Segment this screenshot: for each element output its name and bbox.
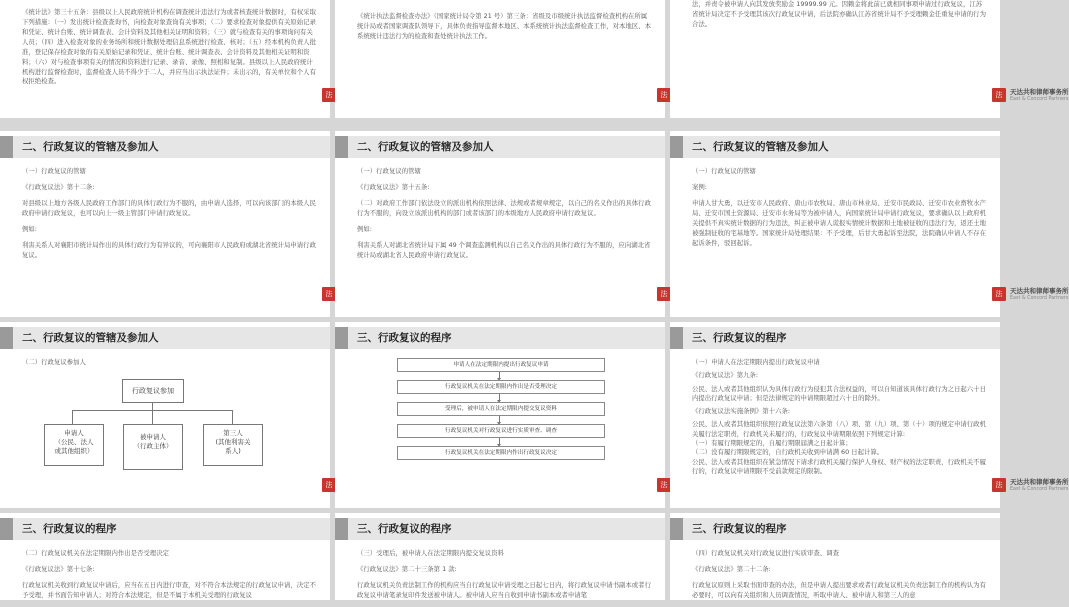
header-accent — [0, 518, 13, 540]
flow-arrow — [499, 394, 500, 401]
law-item: （二）没有履行期限规定的，自行政机关收到申请满 60 日起计算。 — [692, 448, 884, 457]
slide-body — [692, 358, 986, 476]
slide-header — [0, 136, 330, 158]
section-heading: （一）行政复议的管辖 — [22, 167, 86, 175]
law-citation: 《行政复议法》第十二条: — [22, 182, 95, 191]
firm-seal-icon: 法 — [992, 478, 1006, 492]
header-accent — [0, 327, 13, 349]
law-text: 公民、法人或者其他组织依照行政复议法第六条第（八）项、第（九）项、第（十）项的规定申请行政机关履行法定职责，行政机关未履行的，行政复议申请期限依照下列规定计算: — [692, 420, 986, 438]
example-text: 利害关系人对湖北省统计局下属 49 个调查监测机构以自己名义作出的具体行政行为不服的，应向湖北省统计局或湖北省人民政府申请行政复议。 — [357, 240, 651, 259]
slide-header — [670, 327, 1000, 349]
law-text: 对县级以上地方各级人民政府工作部门的具体行政行为不服的，由申请人选择，可以向该部门的本级人民政府申请行政复议，也可以向上一级主管部门申请行政复议。 — [22, 198, 316, 217]
law-text: 行政复议原则上采取书面审查的办法，但是申请人提出要求或者行政复议机关负责法制工作的机构认为有必要时，可以向有关组织和人员调查情况，听取申请人、被申请人和第三人的意 — [692, 580, 986, 599]
org-root-box — [122, 379, 184, 403]
slide-header — [670, 136, 1000, 158]
org-third-party-line1: 第三人 — [223, 429, 243, 437]
header-accent — [670, 518, 683, 540]
org-third-party-line3: 系人) — [225, 447, 241, 456]
section-heading: （一）行政复议的管辖 — [692, 167, 756, 175]
law-citation: 《行政复议法》第十五条: — [357, 182, 430, 191]
law-item: （一）有履行期限规定的，自履行期限届满之日起计算； — [692, 438, 852, 447]
flow-step-1: 申请人在法定期限内提出行政复议申请 — [397, 358, 605, 372]
law-text: 行政复议机关负责法制工作的机构应当自行政复议申请受理之日起七日内，将行政复议申请书副本或者行政复议申请笔录复印件发送被申请人。被申请人应当自收到申请书副本或者申请笔 — [357, 580, 651, 599]
slide-header — [0, 327, 330, 349]
slide-title: 二、行政复议的管辖及参加人 — [692, 141, 829, 153]
firm-seal-icon: 法 — [322, 478, 336, 492]
law-text: （二）对政府工作部门依法设立的派出机构依照法律、法规或者规章规定，以自己的名义作出的具体行政行为不服的，向设立该派出机构的部门或者该部门的本级地方人民政府申请行政复议。 — [357, 198, 651, 217]
example-label: 例如: — [357, 224, 372, 233]
slide-header — [335, 136, 665, 158]
slide-title: 二、行政复议的管辖及参加人 — [22, 332, 159, 344]
slide-jurisdiction-12[interactable] — [0, 131, 333, 317]
org-applicant-line1: 申请人 — [64, 429, 84, 437]
slide-title: 二、行政复议的管辖及参加人 — [357, 141, 494, 153]
law-citation: 《行政复议法》第二十二条: — [692, 564, 771, 573]
slide-text: 法，并责令被申请人向其发放奖励金 19999.99 元。因赖金将此前已就相同事项申请过行政复议，江苏省统计局决定不予受理其该次行政复议申请，后法院亦确认江苏省统计局不予受理赖金任重复申请的行为合法。 — [692, 0, 986, 28]
firm-name-en: East & Concord Partners — [1010, 487, 1069, 492]
law-citation: 《行政复议法》第十七条: — [22, 564, 95, 573]
slide-procedure-deadline[interactable] — [670, 322, 1069, 508]
org-connector — [152, 410, 153, 424]
slide-title: 二、行政复议的管辖及参加人 — [22, 141, 159, 153]
slide-body — [22, 358, 316, 374]
org-third-party-box — [203, 424, 263, 466]
firm-name: 天达共和律师事务所 — [1010, 478, 1069, 486]
slide-header — [335, 327, 665, 349]
slide-header — [0, 518, 330, 540]
org-respondent-line2: （行政主体） — [133, 442, 173, 451]
flow-arrow — [499, 416, 500, 423]
flow-arrow — [499, 372, 500, 379]
section-heading: （四）行政复议机关对行政复议进行实质审查、调查 — [692, 549, 839, 557]
slide-header — [335, 518, 665, 540]
slide-body — [692, 167, 986, 254]
slide-body — [22, 549, 316, 607]
slide-jurisdiction-15[interactable] — [335, 131, 668, 317]
law-text: 行政复议机关收到行政复议申请后，应当在五日内进行审查，对不符合本法规定的行政复议申请，决定不予受理，并书面告知申请人；对符合本法规定，但是不属于本机关受理的行政复议 — [22, 580, 316, 599]
case-text: 申请人甘大勇，以迁安市人民政府、唐山市农牧局、唐山市林业局、迁安市民政局、迁安市农业畜牧水产局、迁安市国土资源局、迁安市水务局等为被申请人，向国家统计局申请行政复议，要求确认以上政府机关提供不真实统计数据的行为违法，纠正被申请人谎报实情统计数据和土地被征收的违法行为，返还土地被强制征收的宅基地等。国家统计局处理结果：不予受理，后甘大勇起诉至法院，法院确认申请人不存在起诉条件，驳回起诉。 — [692, 198, 986, 247]
slide-procedure-flow[interactable] — [335, 322, 668, 508]
slide-title: 三、行政复议的程序 — [357, 332, 452, 344]
example-text: 利害关系人对襄阳市统计局作出的具体行政行为有异议的，可向襄阳市人民政府或湖北省统计局申请行政复议。 — [22, 240, 316, 259]
case-label: 案例: — [692, 182, 707, 191]
law-citation: 《行政复议法实施条例》第十六条: — [692, 407, 791, 416]
firm-seal-icon: 法 — [992, 287, 1006, 301]
slide-participants-chart[interactable] — [0, 322, 333, 508]
firm-seal-icon: 法 — [992, 88, 1006, 102]
slide-title: 三、行政复议的程序 — [357, 523, 452, 535]
flow-step-3: 受理后，被申请人在法定期限内提交复议资料 — [397, 402, 605, 416]
org-connector — [72, 410, 73, 424]
law-citation: 《行政复议法》第九条: — [692, 371, 759, 380]
header-accent — [670, 136, 683, 158]
org-applicant-box — [44, 424, 104, 466]
slide-statistics-law-35[interactable] — [0, 0, 333, 118]
header-accent — [335, 136, 348, 158]
slide-title: 三、行政复议的程序 — [22, 523, 117, 535]
org-connector — [152, 402, 153, 410]
org-connector — [232, 410, 233, 424]
org-respondent-line1: 被申请人 — [140, 433, 166, 441]
slide-body — [22, 167, 316, 266]
slide-body — [357, 549, 651, 607]
slide-title: 三、行政复议的程序 — [692, 332, 787, 344]
firm-name: 天达共和律师事务所 — [1010, 88, 1069, 96]
flow-step-4: 行政复议机关对行政复议进行实质审查、调查 — [397, 424, 605, 438]
slide-header — [670, 518, 1000, 540]
law-text: 公民、法人或者其他组织认为具体行政行为侵犯其合法权益的，可以自知道该具体行政行为之日起六十日内提出行政复议申请；但是法律规定的申请期限超过六十日的除外。 — [692, 384, 986, 402]
slide-jurisdiction-case[interactable] — [670, 131, 1069, 317]
firm-seal-icon: 法 — [657, 287, 671, 301]
flow-arrow — [499, 438, 500, 445]
firm-seal-icon: 法 — [322, 88, 336, 102]
firm-seal-icon: 法 — [322, 287, 336, 301]
law-citation: 《行政复议法》第二十三条第 1 款: — [357, 564, 457, 573]
flow-step-2: 行政复议机关在法定期限内作出是否受理决定 — [397, 380, 605, 394]
section-heading: （三）受理后，被申请人在法定期限内提交复议资料 — [357, 549, 504, 557]
slide-body — [357, 167, 651, 266]
section-heading: （二）行政复议参加人 — [22, 358, 86, 366]
header-accent — [0, 136, 13, 158]
slide-text: 《统计法》第三十五条：县级以上人民政府统计机构在调查统计违法行为或者核查统计数据时，有权采取下列措施：（一）发出统计检查查询书，向检查对象查询有关事项；（二）要求检查对象提供有关原始记录和凭证、统计台账、统计调查表、会计资料及其他相关证明和资料；（三）就与检查有关的事项询问有关人员；（四）进入检查对象的业务场所和统计数据处理信息系统进行检查、核对；（五）经本机构负责人批准，登记保存检查对象的有关原始记录和凭证、统计台账、统计调查表、会计资料及其他相关证明和资料；（六）对与检查事项有关的情况和资料进行记录、录音、录像、照相和复制。县级以上人民政府统计机构进行监督检查时，监督检查人员不得少于二人，并应当出示执法证件；未出示的，有关单位和个人有权拒绝检查。 — [22, 8, 316, 86]
org-root-label: 行政复议参加 — [132, 387, 174, 395]
org-respondent-box — [123, 424, 183, 470]
slide-case-jiangsu[interactable] — [670, 0, 1069, 118]
header-accent — [670, 327, 683, 349]
firm-name-en: East & Concord Partners — [1010, 296, 1069, 301]
slide-submit-materials[interactable] — [335, 513, 665, 600]
slide-text: 《统计执法监督检查办法》（国家统计局令第 21 号）第三条：省级及市级统计执法监督检查机构在所属统计局或者国家调查队领导下，具体负责指导监督本地区、本系统统计执法监督检查工作，对本地区、本系统统计违法行为的检查和查处统计执法工作。 — [357, 12, 651, 40]
header-accent — [335, 518, 348, 540]
slide-body — [692, 549, 986, 607]
law-text: 公民、法人或者其他组织在紧急情况下请求行政机关履行保护人身权、财产权的法定职责，行政机关不履行的，行政复议申请期限不受前款规定的限制。 — [692, 457, 986, 475]
header-accent — [335, 327, 348, 349]
section-heading: （一）申请人在法定期限内提出行政复议申请 — [692, 358, 820, 366]
firm-seal-icon: 法 — [657, 88, 671, 102]
firm-seal-icon: 法 — [657, 478, 671, 492]
section-heading: （二）行政复议机关在法定期限内作出是否受理决定 — [22, 549, 169, 557]
slide-enforcement-measures[interactable] — [335, 0, 668, 118]
section-heading: （一）行政复议的管辖 — [357, 167, 421, 175]
firm-name: 天达共和律师事务所 — [1010, 287, 1069, 295]
org-third-party-line2: (其他利害关 — [215, 438, 251, 447]
example-label: 例如: — [22, 224, 37, 233]
flow-step-5: 行政复议机关在法定期限内作出行政复议决定 — [397, 446, 605, 460]
slide-substantive-review[interactable] — [670, 513, 1000, 600]
org-applicant-line3: 或其他组织） — [54, 447, 94, 456]
firm-name-en: East & Concord Partners — [1010, 97, 1069, 102]
org-applicant-line2: （公民、法人 — [54, 438, 94, 447]
slide-title: 三、行政复议的程序 — [692, 523, 787, 535]
slide-acceptance-decision[interactable] — [0, 513, 330, 600]
